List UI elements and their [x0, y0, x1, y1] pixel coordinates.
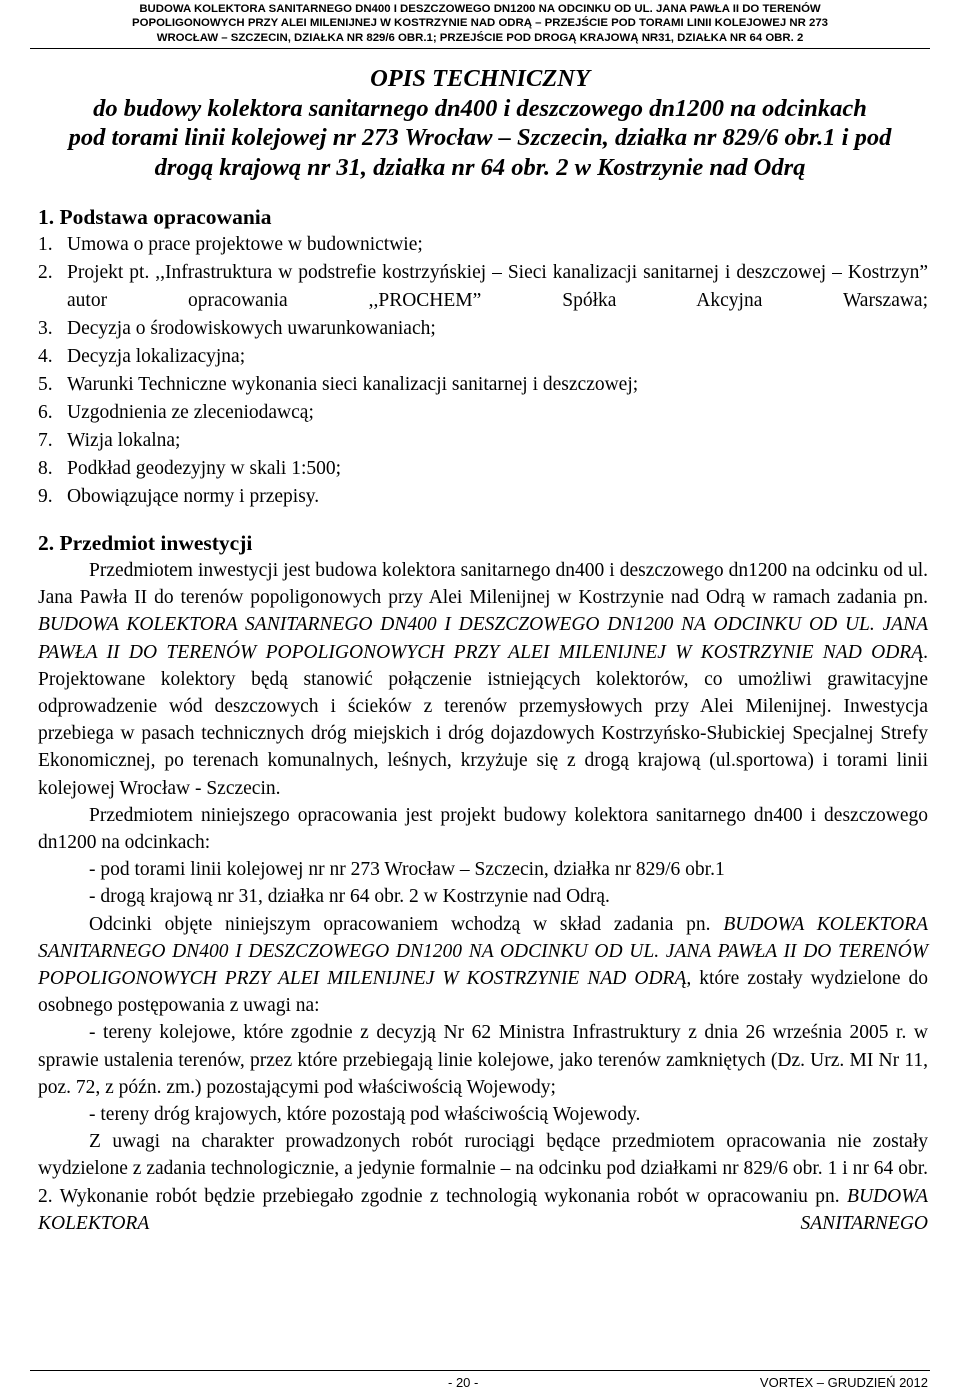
- reason-road-areas: - tereny dróg krajowych, które pozostają pod właściwością Wojewody.: [89, 1104, 641, 1126]
- list-item-number: 6.: [38, 402, 53, 423]
- footer-company-date: VORTEX – GRUDZIEŃ 2012: [759, 1375, 928, 1390]
- paragraph-text: które zostały wydzielone do osobnego postępowania z uwagi na:: [38, 968, 928, 1017]
- task-name-italic: BUDOWA KOLEKTORA SANITARNEGO DN400 I DESZCZOWEGO DN1200 NA ODCINKU OD UL. JANA PAWŁA II DO TERENÓW POPOLIGONOWYCH PRZY ALEI MILENIJNEJ W KOSTRZYNIE NAD ODRĄ,: [38, 913, 928, 990]
- header-line-2: POPOLIGONOWYCH PRZY ALEI MILENIJNEJ W KOSTRZYNIE NAD ODRĄ – PRZEJŚCIE POD TORAMI LINII KOLEJOWEJ NR 273: [132, 17, 828, 30]
- document-title: [34, 64, 926, 182]
- title-line-2: do budowy kolektora sanitarnego dn400 i deszczowego dn1200 na odcinkach: [93, 94, 867, 122]
- list-item-text: Uzgodnienia ze zleceniodawcą;: [67, 402, 314, 423]
- list-item: [38, 343, 928, 371]
- section-investment: [38, 529, 928, 1237]
- scope-item-road: - drogą krajową nr 31, działka nr 64 obr. 2 w Kostrzynie nad Odrą.: [89, 886, 610, 908]
- list-item-number: 4.: [38, 346, 53, 367]
- page-footer: [30, 1370, 930, 1391]
- page-header: [30, 2, 930, 49]
- header-line-3: WROCŁAW – SZCZECIN, DZIAŁKA NR 829/6 OBR.1; PRZEJŚCIE POD DROGĄ KRAJOWĄ NR31, DZIAŁKA NR 64 OBR. 2: [156, 31, 804, 44]
- title-line-1: OPIS TECHNICZNY: [370, 65, 590, 92]
- section-basis: [38, 203, 928, 511]
- list-item-text: Podkład geodezyjny w skali 1:500;: [67, 458, 342, 479]
- paragraph-technology: [38, 1128, 928, 1237]
- paragraph-separation: [38, 911, 928, 1020]
- paragraph-text: Przedmiotem inwestycji jest budowa kolektora sanitarnego dn400 i deszczowego dn1200 na odcinku od ul. Jana Pawła II do terenów popoligonowych przy Alei Milenijnej w Kostrzynie nad Odrą w ramach zadania pn.: [38, 560, 928, 609]
- sources-list: [38, 231, 928, 511]
- list-item-number: 1.: [38, 234, 53, 255]
- list-item: [38, 231, 928, 259]
- list-item: [38, 371, 928, 399]
- list-item: [38, 259, 928, 315]
- list-item-text: Projekt pt. ,,Infrastruktura w podstrefie kostrzyńskiej – Sieci kanalizacji sanitarnej i deszczowej – Kostrzyn” autor opracowania ,,PROCHEM” Spółka Akcyjna Warszawa;: [67, 262, 928, 311]
- list-item: [38, 455, 928, 483]
- scope-item-railway: - pod torami linii kolejowej nr nr 273 Wrocław – Szczecin, działka nr 829/6 obr.1: [89, 859, 725, 881]
- section-2-heading: 2. Przedmiot inwestycji: [38, 531, 253, 555]
- paragraph-text: Z uwagi na charakter prowadzonych robót rurociągi będące przedmiotem opracowania nie zostały wydzielone z zadania technologicznie, a jedynie formalnie – na odcinku pod działkami nr 829/6 obr. 1 i nr 64 obr. 2. Wykonanie robót będzie przebiegało zgodnie z technologią wykonania robót w opracowaniu pn.: [38, 1131, 928, 1207]
- list-item-text: Decyzja o środowiskowych uwarunkowaniach;: [67, 318, 436, 339]
- list-item-number: 2.: [38, 262, 53, 283]
- list-item-text: Obowiązujące normy i przepisy.: [67, 486, 320, 507]
- task-name-italic: BUDOWA KOLEKTORA SANITARNEGO: [38, 1185, 928, 1234]
- list-item-number: 8.: [38, 458, 53, 479]
- page-number: - 20 -: [448, 1375, 479, 1390]
- section-2-body: [38, 557, 928, 1237]
- title-line-3: pod torami linii kolejowej nr 273 Wrocław – Szczecin, działka nr 829/6 obr.1 i pod: [68, 124, 892, 151]
- list-item-text: Wizja lokalna;: [67, 430, 181, 451]
- reason-railway-areas: - tereny kolejowe, które zgodnie z decyzją Nr 62 Ministra Infrastruktury z dnia 26 września 2005 r. w sprawie ustalenia terenów, przez które przebiegają linie kolejowe, jako terenów zamkniętych (Dz. Urz. MI Nr 11, poz. 72, z późn. zm.) pozostającymi pod właściwością Wojewody;: [38, 1022, 928, 1098]
- list-item-text: Umowa o prace projektowe w budownictwie;: [67, 234, 423, 255]
- list-item-number: 7.: [38, 430, 53, 451]
- list-item: [38, 427, 928, 455]
- title-line-4: drogą krajową nr 31, działka nr 64 obr. 2 w Kostrzynie nad Odrą: [154, 153, 806, 181]
- list-item: [38, 399, 928, 427]
- list-item-text: Decyzja lokalizacyjna;: [67, 346, 246, 367]
- paragraph-scope: Przedmiotem niniejszego opracowania jest projekt budowy kolektora sanitarnego dn400 i deszczowego dn1200 na odcinkach:: [38, 804, 928, 854]
- paragraph-text: . Projektowane kolektory będą stanowić połączenie istniejących kolektorów, co umożliwi grawitacyjne odprowadzenie wód deszczowych i ścieków z terenów przemysłowych przy Alei Milenijnej. Inwestycja przebiega w pasach technicznych dróg miejskich i dróg dojazdowych Kostrzyńsko-Słubickiej Specjalnej Strefy Ekonomicznej, po terenach komunalnych, leśnych, krzyżuje się z drogą krajową (ul.sportowa) i torami linii kolejowej Wrocław - Szczecin.: [38, 641, 928, 799]
- paragraph-subject: [38, 557, 928, 802]
- paragraph-text: Odcinki objęte niniejszym opracowaniem wchodzą w skład zadania pn.: [89, 913, 724, 935]
- header-line-1: BUDOWA KOLEKTORA SANITARNEGO DN400 I DESZCZOWEGO DN1200 NA ODCINKU OD UL. JANA PAWŁA II DO TERENÓW: [139, 3, 821, 15]
- list-item: [38, 315, 928, 343]
- list-item-number: 3.: [38, 318, 53, 339]
- list-item-number: 9.: [38, 486, 53, 507]
- list-item-text: Warunki Techniczne wykonania sieci kanalizacji sanitarnej i deszczowej;: [67, 374, 639, 395]
- list-item-number: 5.: [38, 374, 53, 395]
- list-item: [38, 483, 928, 511]
- task-name-italic: BUDOWA KOLEKTORA SANITARNEGO DN400 I DESZCZOWEGO DN1200 NA ODCINKU OD UL. JANA PAWŁA II DO TERENÓW POPOLIGONOWYCH PRZY ALEI MILENIJNEJ W KOSTRZYNIE NAD ODRĄ: [38, 614, 928, 663]
- section-1-heading: 1. Podstawa opracowania: [38, 205, 272, 229]
